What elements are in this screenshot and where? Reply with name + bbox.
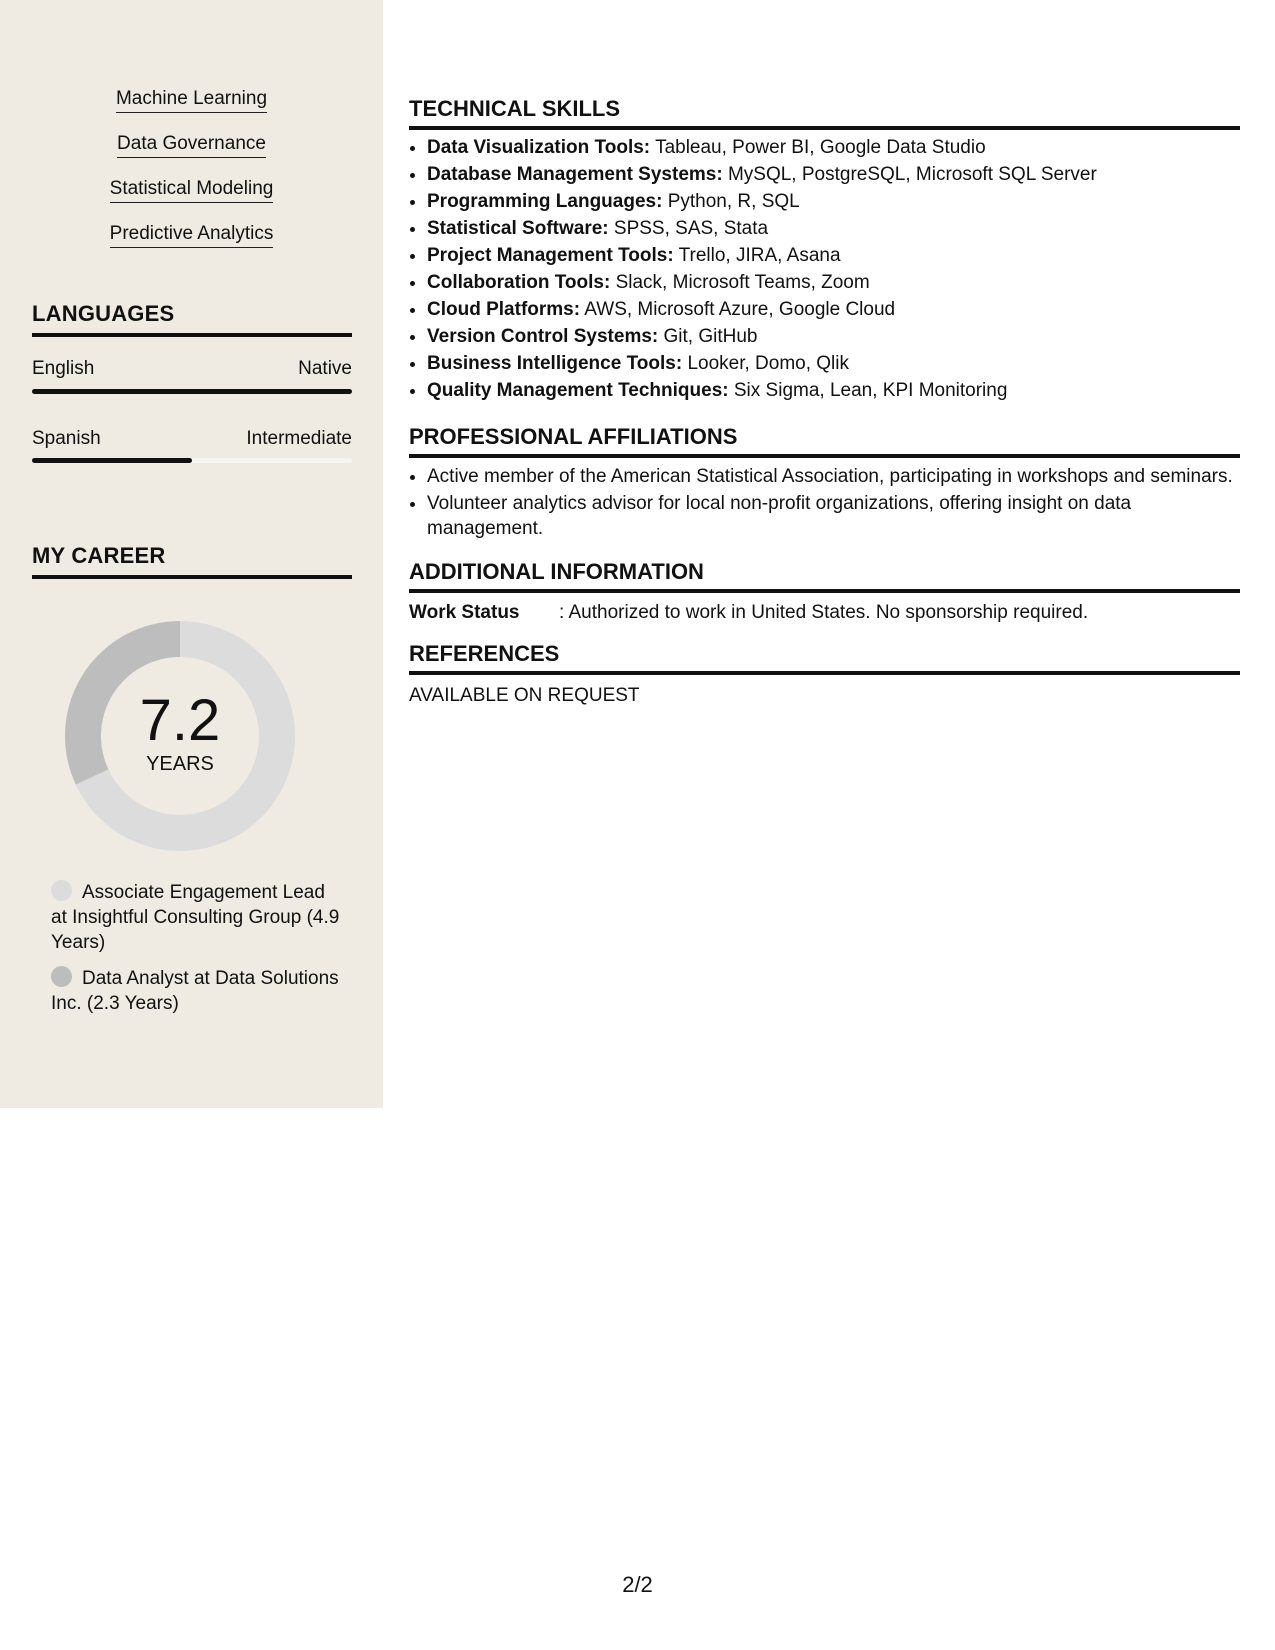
language-level: Intermediate	[246, 428, 352, 449]
additional-info-heading: ADDITIONAL INFORMATION	[409, 559, 1240, 593]
language-proficiency-fill	[32, 389, 352, 394]
career-total-unit: YEARS	[146, 753, 214, 775]
list-item: • Version Control Systems: Git, GitHub	[427, 323, 1240, 350]
language-name: Spanish	[32, 428, 101, 449]
language-proficiency-fill	[32, 458, 192, 463]
language-proficiency-bar	[32, 389, 352, 394]
list-item: • Project Management Tools: Trello, JIRA, Asana	[427, 242, 1240, 269]
sidebar	[0, 0, 383, 1108]
list-item: • Database Management Systems: MySQL, PostgreSQL, Microsoft SQL Server	[427, 161, 1240, 188]
languages-heading: LANGUAGES	[32, 301, 352, 337]
page-number: 2/2	[622, 1572, 653, 1597]
career-donut-chart	[65, 621, 295, 851]
technical-skills-list	[409, 134, 1240, 404]
career-legend-item	[51, 966, 341, 1016]
list-item: • Business Intelligence Tools: Looker, Domo, Qlik	[427, 350, 1240, 377]
skill-tag: Machine Learning	[116, 87, 267, 113]
language-row	[32, 358, 352, 380]
list-item: • Collaboration Tools: Slack, Microsoft Teams, Zoom	[427, 269, 1240, 296]
affiliations-heading: PROFESSIONAL AFFILIATIONS	[409, 424, 1240, 458]
list-item: • Statistical Software: SPSS, SAS, Stata	[427, 215, 1240, 242]
list-item: • Programming Languages: Python, R, SQL	[427, 188, 1240, 215]
work-status-label: Work Status	[409, 602, 520, 623]
skill-tags	[0, 87, 383, 267]
career-legend-text: Associate Engagement Lead at Insightful Consulting Group (4.9 Years)	[51, 882, 340, 953]
legend-dot-icon	[51, 880, 72, 901]
career-legend-text: Data Analyst at Data Solutions Inc. (2.3 Years)	[51, 968, 339, 1014]
skill-tag: Statistical Modeling	[110, 177, 274, 203]
work-status-row	[409, 602, 1240, 624]
language-level: Native	[298, 358, 352, 379]
career-total-years: 7.2	[139, 688, 221, 753]
legend-dot-icon	[51, 966, 72, 987]
technical-skills-heading: TECHNICAL SKILLS	[409, 96, 1240, 130]
references-text: AVAILABLE ON REQUEST	[409, 685, 640, 706]
career-heading: MY CAREER	[32, 543, 352, 579]
list-item: • Cloud Platforms: AWS, Microsoft Azure, Google Cloud	[427, 296, 1240, 323]
affiliations-list	[409, 464, 1240, 543]
list-item: • Active member of the American Statistical Association, participating in workshops and seminars.	[427, 464, 1240, 489]
work-status-value: : Authorized to work in United States. No sponsorship required.	[559, 602, 1089, 623]
language-proficiency-bar	[32, 458, 352, 463]
skill-tag: Data Governance	[117, 132, 266, 158]
language-name: English	[32, 358, 95, 379]
skill-tag: Predictive Analytics	[110, 222, 274, 248]
list-item: • Data Visualization Tools: Tableau, Power BI, Google Data Studio	[427, 134, 1240, 161]
list-item: • Quality Management Techniques: Six Sigma, Lean, KPI Monitoring	[427, 377, 1240, 404]
language-row	[32, 428, 352, 450]
list-item: • Volunteer analytics advisor for local non-profit organizations, offering insight on data management.	[427, 491, 1240, 541]
references-heading: REFERENCES	[409, 641, 1240, 675]
career-legend-item	[51, 880, 341, 955]
